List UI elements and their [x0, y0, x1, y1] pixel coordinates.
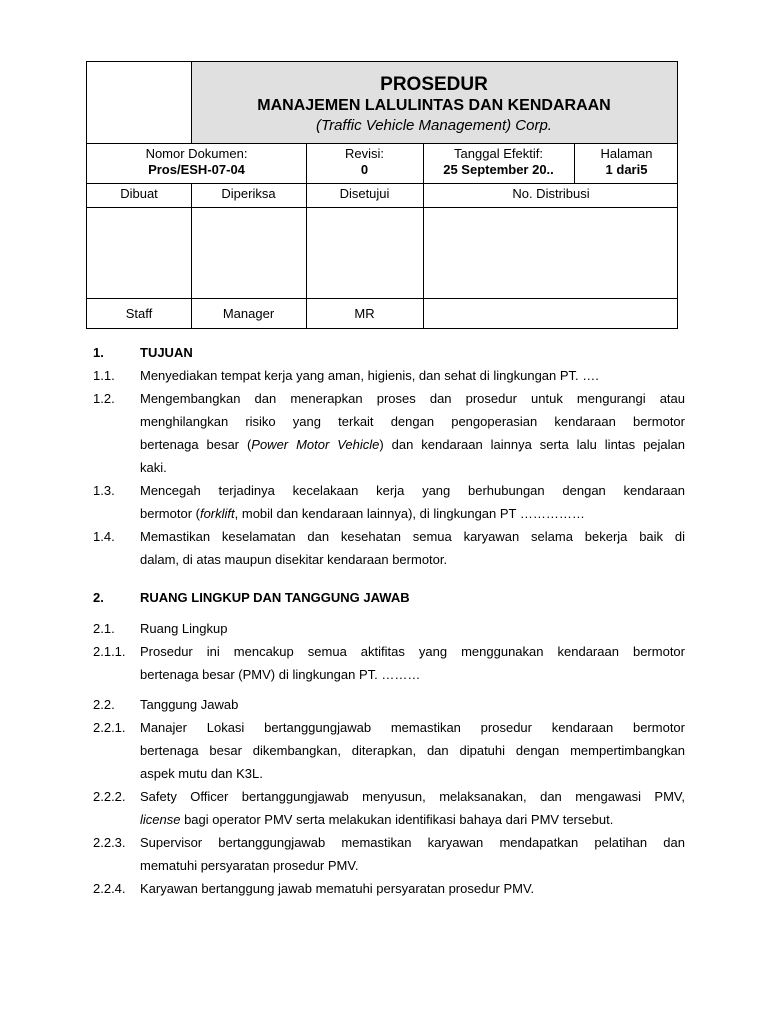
item-number: 1.1.: [93, 368, 115, 383]
divider: [87, 183, 677, 184]
text-run: bermotor (: [140, 506, 200, 521]
document-header-table: [86, 61, 678, 329]
halaman-label: Halaman: [600, 146, 653, 161]
section-title: RUANG LINGKUP DAN TANGGUNG JAWAB: [140, 590, 410, 605]
italic-term: forklift: [199, 506, 235, 521]
item-text: bertenaga besar dikembangkan, diterapkan, dan dipatuhi dengan mempertimbangkan: [140, 743, 685, 758]
item-text: menghilangkan risiko yang terkait dengan pengoperasian kendaraan bermotor: [140, 414, 685, 429]
text-run: ) dan kendaraan lainnya serta lalu lintas pejalan: [379, 437, 685, 452]
item-text: Supervisor bertanggungjawab memastikan karyawan mendapatkan pelatihan dan: [140, 835, 685, 850]
divider: [191, 62, 192, 143]
revisi-label: Revisi:: [344, 146, 384, 161]
item-text: Ruang Lingkup: [140, 621, 228, 636]
italic-term: license: [140, 812, 181, 827]
item-text: Tanggung Jawab: [140, 697, 239, 712]
item-number: 2.2.3.: [93, 835, 126, 850]
diperiksa-label: Diperiksa: [221, 186, 276, 201]
halaman-value: 1 dari5: [605, 162, 648, 177]
divider: [87, 298, 677, 299]
revisi: [306, 146, 423, 178]
disetujui-label: Disetujui: [339, 186, 390, 201]
section-title: TUJUAN: [140, 345, 193, 360]
item-text: Mencegah terjadinya kecelakaan kerja yang berhubungan dengan kendaraan: [140, 483, 685, 498]
mr-label: MR: [354, 306, 375, 321]
manager-label: Manager: [222, 306, 275, 321]
item-number: 1.2.: [93, 391, 115, 406]
title-box: [191, 62, 677, 143]
item-text: dalam, di atas maupun disekitar kendaraan bermotor.: [140, 552, 448, 567]
item-text: mematuhi persyaratan prosedur PMV.: [140, 858, 359, 873]
nomor-label: Nomor Dokumen:: [145, 146, 248, 161]
item-text: Manajer Lokasi bertanggungjawab memastikan prosedur kendaraan bermotor: [140, 720, 685, 735]
tanggal-label: Tanggal Efektif:: [454, 146, 543, 161]
distribusi-label: No. Distribusi: [512, 186, 590, 201]
item-text: [140, 502, 685, 525]
revisi-value: 0: [360, 162, 369, 177]
halaman: [574, 146, 679, 178]
tanggal-efektif: [423, 146, 574, 178]
item-text: [140, 808, 685, 831]
nomor-dokumen: [87, 146, 306, 178]
item-number: 2.2.2.: [93, 789, 126, 804]
item-text: Menyediakan tempat kerja yang aman, higienis, dan sehat di lingkungan PT. ….: [140, 368, 599, 383]
section-number: 2.: [93, 590, 104, 605]
text-run: bertenaga besar (: [140, 437, 252, 452]
item-text: Safety Officer bertanggungjawab menyusun, melaksanakan, dan mengawasi PMV,: [140, 789, 685, 804]
text-run: , mobil dan kendaraan lainnya), di lingkungan PT ……………: [234, 506, 585, 521]
divider: [87, 207, 677, 208]
item-number: 1.4.: [93, 529, 115, 544]
divider: [87, 143, 677, 144]
item-number: 2.2.4.: [93, 881, 126, 896]
doc-subtitle: MANAJEMEN LALULINTAS DAN KENDARAAN: [257, 97, 611, 114]
item-text: Karyawan bertanggung jawab mematuhi persyaratan prosedur PMV.: [140, 881, 535, 896]
dibuat-label: Dibuat: [120, 186, 158, 201]
item-text: [140, 433, 685, 456]
doc-subtitle-italic: (Traffic Vehicle Management) Corp.: [316, 117, 552, 134]
item-number: 2.1.: [93, 621, 115, 636]
item-number: 1.3.: [93, 483, 115, 498]
item-number: 2.1.1.: [93, 644, 126, 659]
section-number: 1.: [93, 345, 104, 360]
item-text: bertenaga besar (PMV) di lingkungan PT. ………: [140, 667, 421, 682]
item-text: Mengembangkan dan menerapkan proses dan prosedur untuk mengurangi atau: [140, 391, 685, 406]
text-run: bagi operator PMV serta melakukan identifikasi bahaya dari PMV tersebut.: [180, 812, 614, 827]
item-text: kaki.: [140, 460, 167, 475]
item-number: 2.2.: [93, 697, 115, 712]
item-text: aspek mutu dan K3L.: [140, 766, 263, 781]
item-number: 2.2.1.: [93, 720, 126, 735]
doc-title: PROSEDUR: [380, 74, 488, 95]
italic-term: Power Motor Vehicle: [251, 437, 380, 452]
staff-label: Staff: [125, 306, 153, 321]
item-text: Memastikan keselamatan dan kesehatan semua karyawan selama bekerja baik di: [140, 529, 685, 544]
nomor-value: Pros/ESH-07-04: [148, 162, 245, 177]
item-text: Prosedur ini mencakup semua aktifitas yang menggunakan kendaraan bermotor: [140, 644, 685, 659]
tanggal-value: 25 September 20..: [443, 162, 554, 177]
